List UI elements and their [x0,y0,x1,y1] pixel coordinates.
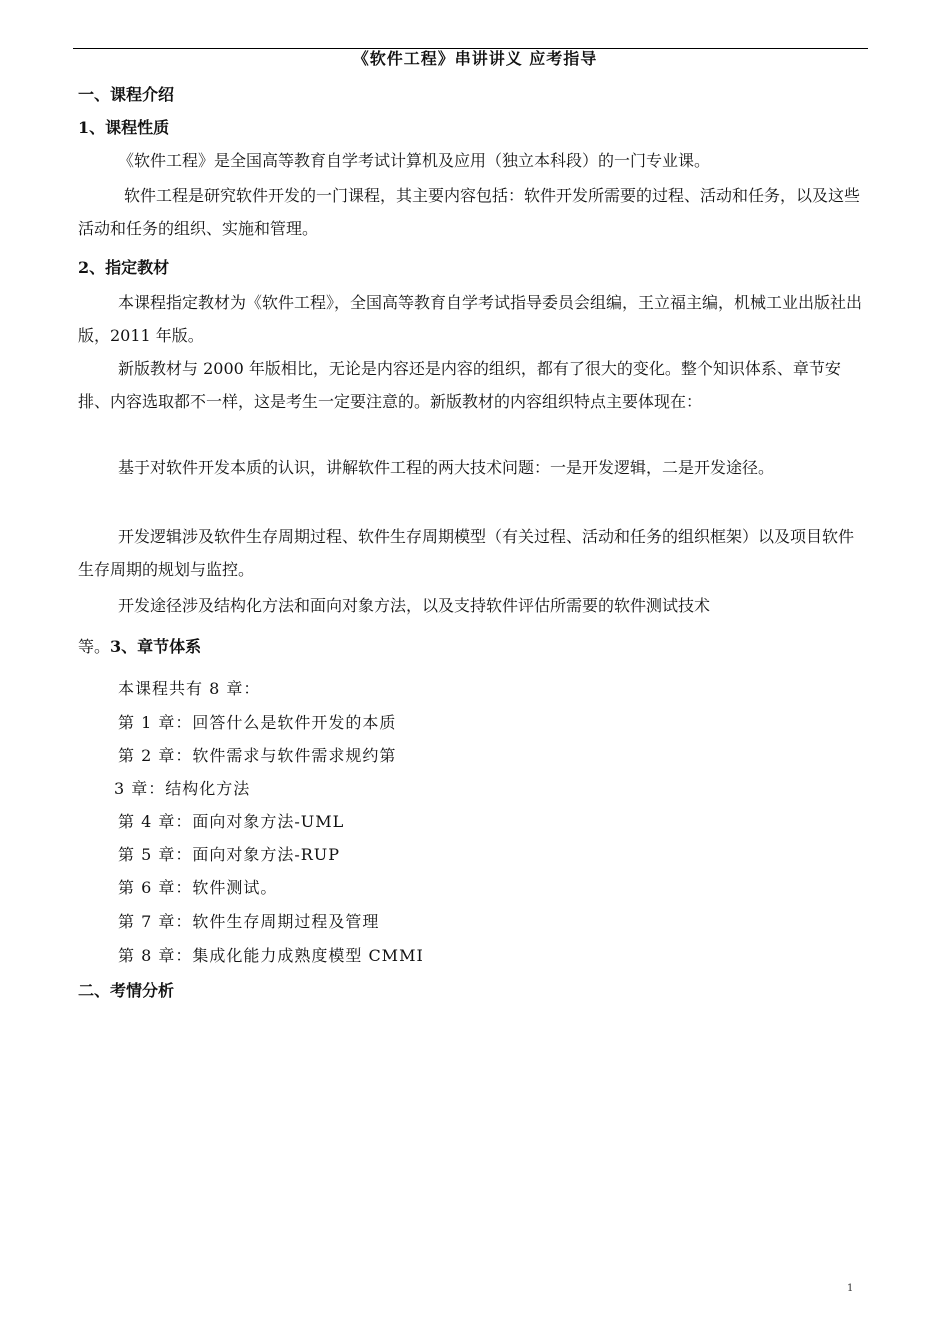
paragraph-textbook-5: 开发途径涉及结构化方法和面向对象方法，以及支持软件评估所需要的软件测试技术 [118,596,711,615]
paragraph-course-nature-1: 《软件工程》是全国高等教育自学考试计算机及应用（独立本科段）的一门专业课。 [118,151,711,170]
paragraph-textbook-3: 基于对软件开发本质的认识，讲解软件工程的两大技术问题：一是开发逻辑，二是开发途径。 [118,458,775,477]
paragraph-textbook-1: 本课程指定教材为《软件工程》，全国高等教育自学考试指导委员会组编，王立福主编，机械工业出版社出版，2011 年版。 [78,293,863,345]
subsection-heading-chapters: 3、章节体系 [110,637,202,656]
chapter-item: 第 1 章：回答什么是软件开发的本质 [118,713,397,732]
paragraph-textbook-4: 开发逻辑涉及软件生存周期过程、软件生存周期模型（有关过程、活动和任务的组织框架）以及项目软件生存周期的规划与监控。 [78,527,855,579]
paragraph-textbook-2: 新版教材与 2000 年版相比，无论是内容还是内容的组织，都有了很大的变化。整个知识体系、章节安排、内容选取都不一样，这是考生一定要注意的。新版教材的内容组织特点主要体现在： [78,359,841,411]
chapters-intro: 本课程共有 8 章： [118,679,261,698]
paragraph-course-nature-2: 软件工程是研究软件开发的一门课程，其主要内容包括：软件开发所需要的过程、活动和任务，以及这些活动和任务的组织、实施和管理。 [78,186,861,238]
subsection-heading-textbook: 2、指定教材 [78,258,170,277]
subsection-heading-course-nature: 1、课程性质 [78,118,170,137]
page-number: 1 [847,1283,854,1294]
chapter-item: 第 8 章：集成化能力成熟度模型 CMMI [118,946,424,965]
paragraph-textbook-5-tail: 等。 [78,637,111,656]
chapter-item: 第 5 章：面向对象方法-RUP [118,845,341,864]
chapter-item: 第 2 章：软件需求与软件需求规约第 [118,746,397,765]
chapter-item: 第 7 章：软件生存周期过程及管理 [118,912,380,931]
section-heading-course-intro: 一、课程介绍 [78,85,175,104]
chapter-item: 3 章：结构化方法 [114,779,251,798]
chapter-item: 第 4 章：面向对象方法-UML [118,812,345,831]
paragraph-tail-and-heading [78,630,201,663]
document-title: 《软件工程》串讲讲义 应考指导 [352,49,598,68]
section-heading-exam-analysis: 二、考情分析 [78,981,175,1000]
chapter-item: 第 6 章：软件测试。 [118,878,278,897]
